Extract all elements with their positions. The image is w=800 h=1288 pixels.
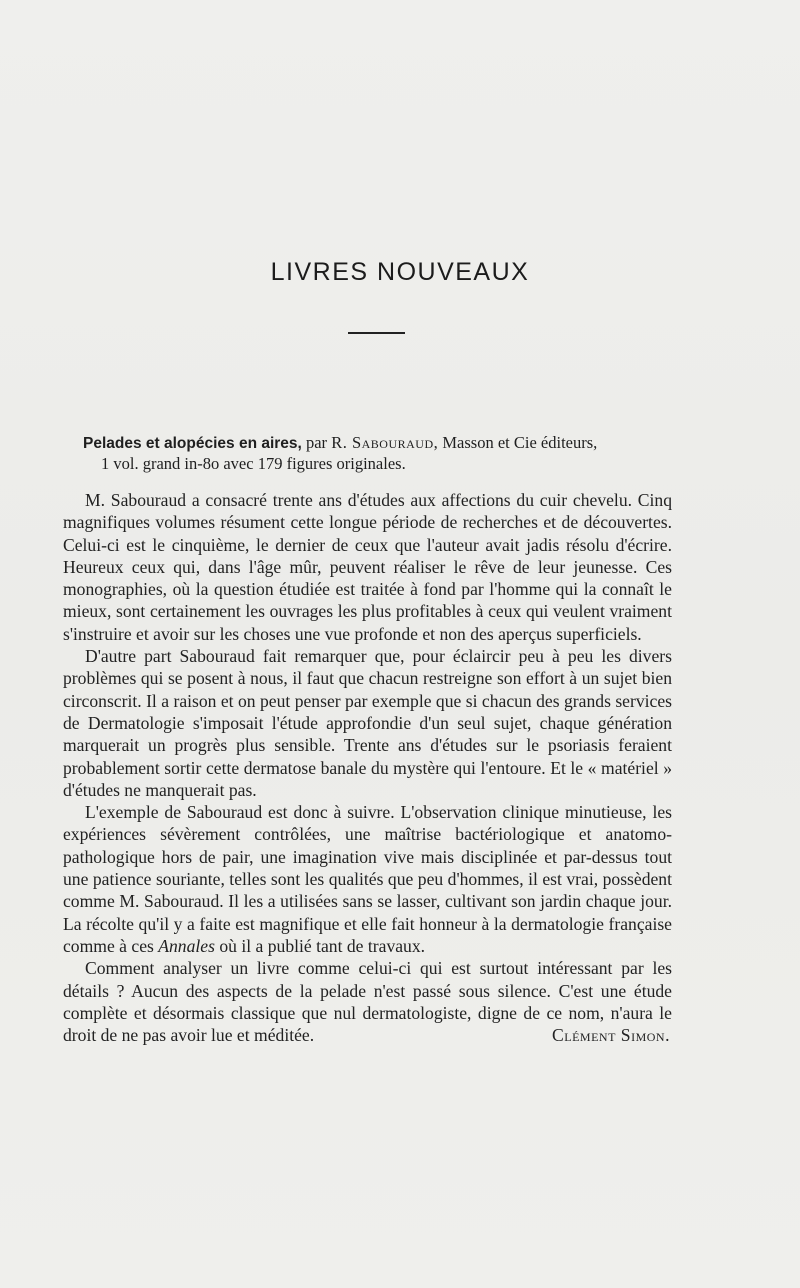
book-author: R. Sabouraud, <box>331 433 439 452</box>
paragraph-4 <box>63 957 672 1046</box>
paragraph-3-text: L'exemple de Sabouraud est donc à suivre. L'observation clinique minutieuse, les expériences sévèrement contrôlées, une maîtrise bactériologique et anatomo-pathologique hors de pair, une imagination vive mais disciplinée et par-dessus tout une patience souriante, telles sont les qualités que peu d'hommes, il est vrai, possèdent comme M. Sabouraud. Il les a utilisées sans se lasser, cultivant son jardin chaque jour. La récolte qu'il y a faite est magnifique et elle fait honneur à la dermatologie française comme à ces <box>63 802 672 956</box>
paragraph-4-text: Comment analyser un livre comme celui-ci qui est surtout intéressant par les détails ? Aucun des aspects de la pelade n'est passé sous silence. C'est une étude complète et désormais classique que nul dermatologiste, digne de ce nom, n'aura le droit de ne pas avoir lue et méditée. <box>63 958 672 1046</box>
book-publisher: Masson et Cie éditeurs, <box>442 433 598 452</box>
review-citation <box>83 433 679 474</box>
by-word: par <box>305 433 328 452</box>
paragraph-2: D'autre part Sabouraud fait remarquer que, pour éclaircir peu à peu les divers problèmes qui se posent à nous, il faut que chacun restreigne son effort à un sujet bien circonscrit. Il a raison et on peut penser par exemple que si chacun des grands services de Dermatologie s'imposait l'étude approfondie d'un seul sujet, chaque génération marquerait un progrès plus sensible. Trente ans d'études sur le psoriasis feraient probablement sortir cette dermatose banale du mystère qui l'entoure. Et le « matériel » d'études ne manquerait pas. <box>63 646 672 800</box>
book-details: 1 vol. grand in-8o avec 179 figures originales. <box>101 454 406 473</box>
annales-italic: Annales <box>158 935 215 956</box>
section-heading: LIVRES NOUVEAUX <box>270 258 530 286</box>
paragraph-3 <box>63 801 672 957</box>
signature: Clément Simon. <box>552 1025 670 1046</box>
review-body <box>63 489 672 1046</box>
paragraph-1: M. Sabouraud a consacré trente ans d'études aux affections du cuir chevelu. Cinq magnifiques volumes résument cette longue période de recherches et de découvertes. Celui-ci est le cinquième, le dernier de ceux que l'auteur avait jadis résolu d'écrire. Heureux ceux qui, dans l'âge mûr, peuvent réaliser le rêve de leur jeunesse. Ces monographies, où la question étudiée est traitée à fond par l'homme qui la connaît le mieux, sont certainement les ouvrages les plus profitables à ceux qui veulent vraiment s'instruire et avoir sur les choses une vue profonde et non des aperçus superficiels. <box>63 490 672 644</box>
book-title: Pelades et alopécies en aires, <box>83 435 302 452</box>
paragraph-3-tail: où il a publié tant de travaux. <box>219 935 426 956</box>
heading-rule <box>348 332 405 334</box>
